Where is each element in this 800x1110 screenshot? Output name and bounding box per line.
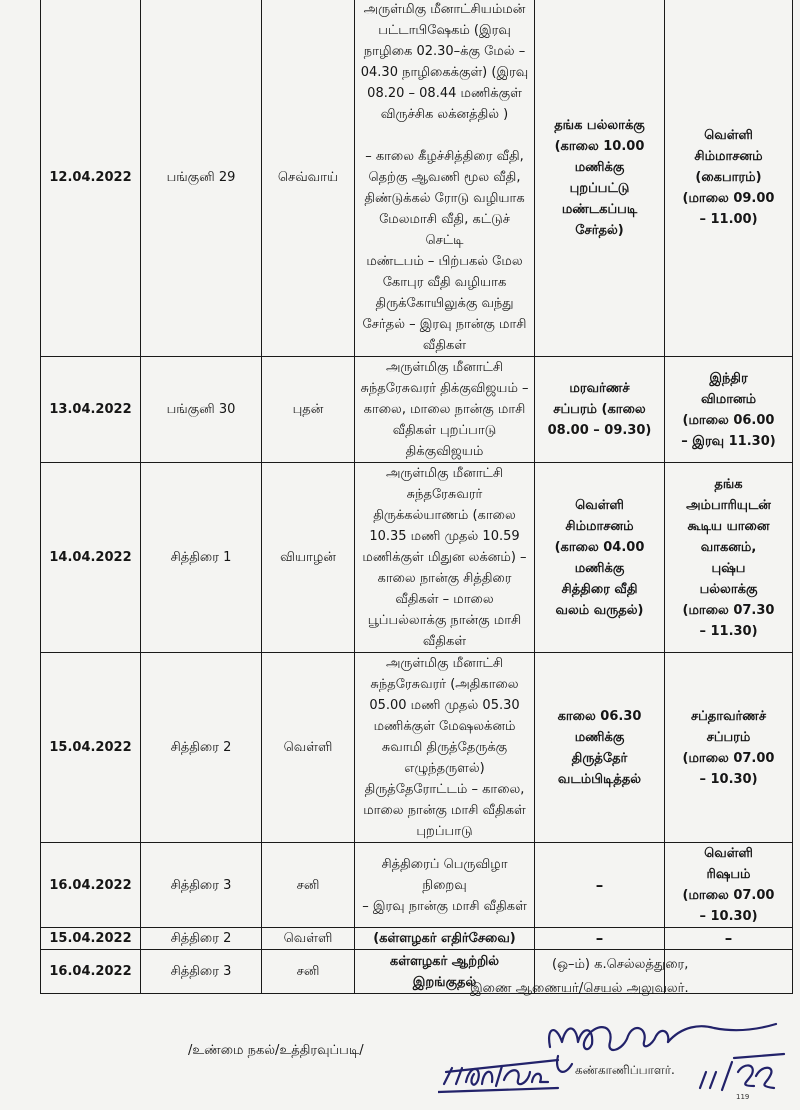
evening-line: வெள்ளி [704, 128, 753, 143]
event-line: 10.35 மணி முதல் 10.59 [369, 529, 520, 544]
evening-line: (மாலை 07.30 [682, 602, 775, 618]
page-number: 119 [736, 1093, 750, 1101]
tamil-month-cell: சித்திரை 3 [141, 950, 262, 994]
event-line: சுந்தரேசுவரர் (அதிகாலை [370, 677, 519, 692]
event-cell [355, 653, 535, 843]
evening-line: தங்க [714, 476, 743, 492]
event-line: திருக்கோயிலுக்கு வந்து [375, 296, 514, 311]
superintendent-label: கண்காணிப்பாளர். [575, 1063, 675, 1077]
evening-vahanam-cell [665, 843, 793, 928]
event-line: திருத்தேரோட்டம் – காலை, [364, 782, 525, 797]
evening-line: இந்திர [709, 370, 748, 386]
date-cell: 14.04.2022 [41, 463, 141, 653]
event-line: வீதிகள் [422, 634, 467, 649]
evening-vahanam-cell [665, 463, 793, 653]
morning-line: 08.00 – 09.30) [547, 423, 652, 438]
evening-line: சப்பரம் [706, 729, 751, 745]
event-line: கோபுர வீதி வழியாக [382, 275, 507, 290]
evening-line: வெள்ளி [704, 846, 753, 861]
tamil-month-cell: சித்திரை 1 [141, 463, 262, 653]
tamil-month-cell: சித்திரை 2 [141, 653, 262, 843]
event-line: 04.30 நாழிகைக்குள்) (இரவு [360, 65, 529, 80]
evening-line: – 10.30) [699, 909, 758, 924]
event-line: பூப்பல்லாக்கு நான்கு மாசி [367, 613, 522, 628]
event-line: அருள்மிகு மீனாட்சி [385, 360, 504, 375]
morning-line: மண்டகப்படி [561, 201, 638, 217]
evening-vahanam-cell [665, 653, 793, 843]
morning-line: (காலை 10.00 [554, 138, 645, 154]
event-line: திருக்கல்யாணம் (காலை [373, 508, 516, 523]
evening-line: (மாலை 07.00 [682, 750, 775, 766]
weekday-cell: வெள்ளி [262, 653, 355, 843]
evening-line: சிம்மாசனம் [694, 149, 763, 164]
tamil-month-cell: சித்திரை 2 [141, 928, 262, 950]
evening-line: – இரவு 11.30) [681, 433, 776, 449]
event-cell [355, 357, 535, 463]
event-line: அருள்மிகு மீனாட்சி [385, 466, 504, 481]
event-line: புறப்பாடு [416, 824, 473, 839]
schedule-row [41, 653, 793, 843]
weekday-cell: வியாழன் [262, 463, 355, 653]
event-line: மணிக்குள் மேஷலக்னம் [373, 719, 516, 734]
true-copy-note: /உண்மை நகல்/உத்திரவுப்படி/ [188, 1043, 364, 1058]
evening-line: ரிஷபம் [706, 867, 751, 882]
event-cell [355, 843, 535, 928]
evening-line: பல்லாக்கு [699, 581, 758, 597]
event-line: சுவாமி திருத்தேருக்கு [381, 740, 508, 755]
weekday-cell: சனி [262, 950, 355, 994]
schedule-row [41, 843, 793, 928]
event-line: அருள்மிகு மீனாட்சி [385, 656, 504, 671]
event-line: சுந்தரேசுவரர் திக்குவிஜயம் – [360, 381, 529, 396]
date-cell: 13.04.2022 [41, 357, 141, 463]
morning-vahanam-cell [535, 928, 665, 950]
event-line: மாலை நான்கு மாசி வீதிகள் [363, 803, 526, 818]
morning-vahanam-cell [535, 463, 665, 653]
evening-line: சப்தாவர்ணச் [690, 708, 767, 724]
evening-line: கூடிய யானை [687, 518, 770, 534]
morning-line: – [595, 875, 604, 894]
date-cell: 12.04.2022 [41, 0, 141, 357]
evening-line: – 11.30) [699, 623, 758, 639]
event-line: திக்குவிஜயம் [405, 444, 484, 459]
morning-line: புறப்பட்டு [569, 180, 630, 196]
evening-vahanam-cell [665, 0, 793, 357]
morning-line: சித்திரை வீதி [561, 581, 638, 597]
tamil-month-cell: பங்குனி 29 [141, 0, 262, 357]
event-line: நாழிகை 02.30–க்கு மேல் – [363, 44, 526, 59]
event-line: – இரவு நான்கு மாசி வீதிகள் [362, 898, 527, 914]
event-line: திண்டுக்கல் ரோடு வழியாக [364, 191, 525, 206]
morning-line: மணிக்கு [574, 560, 625, 576]
event-line: கள்ளழகர் ஆற்றில் [389, 953, 500, 969]
event-line: இறங்குதல் [412, 974, 477, 990]
morning-vahanam-cell [535, 653, 665, 843]
morning-line: சப்பரம் (காலை [553, 402, 646, 417]
evening-vahanam-cell [665, 928, 793, 950]
signatory-name: (ஒ–ம்) க.செல்லத்துரை, [552, 957, 689, 972]
morning-line: சிம்மாசனம் [565, 518, 634, 534]
weekday-cell: சனி [262, 843, 355, 928]
morning-line: மணிக்கு [574, 159, 625, 175]
evening-line: – 10.30) [699, 771, 758, 787]
event-line: வீதிகள் புறப்பாடு [392, 423, 497, 438]
weekday-cell: வெள்ளி [262, 928, 355, 950]
evening-line: (கைபாரம்) [695, 170, 762, 185]
signatory-title: இணை ஆணையர்/செயல் அலுவலர். [470, 981, 689, 996]
tamil-month-cell: சித்திரை 3 [141, 843, 262, 928]
morning-line: மணிக்கு [574, 729, 625, 745]
evening-line: (மாலை 09.00 [682, 191, 775, 206]
morning-line: வலம் வருதல்) [555, 602, 644, 618]
schedule-row [41, 928, 793, 950]
schedule-row [41, 357, 793, 463]
schedule-row [41, 0, 793, 357]
event-line: (கள்ளழகர் எதிர்சேவை) [373, 931, 516, 946]
evening-line: – 11.00) [699, 212, 758, 227]
date-cell: 16.04.2022 [41, 950, 141, 994]
weekday-cell: செவ்வாய் [262, 0, 355, 357]
morning-line: தங்க பல்லாக்கு [554, 117, 645, 133]
weekday-cell: புதன் [262, 357, 355, 463]
event-line: 08.20 – 08.44 மணிக்குள் [367, 86, 522, 101]
morning-line: மரவர்ணச் [569, 381, 630, 396]
morning-line: திருத்தேர் [571, 750, 628, 766]
morning-vahanam-cell [535, 357, 665, 463]
event-line: 05.00 மணி முதல் 05.30 [369, 698, 520, 713]
handwritten-signature [438, 1002, 788, 1102]
event-line: அருள்மிகு மீனாட்சியம்மன் [363, 2, 526, 17]
event-line: காலை, மாலை நான்கு மாசி [363, 402, 526, 417]
morning-vahanam-cell [535, 0, 665, 357]
event-cell [355, 463, 535, 653]
event-line: சேர்தல் – இரவு நான்கு மாசி [362, 317, 527, 332]
date-cell: 16.04.2022 [41, 843, 141, 928]
event-line: தெற்கு ஆவணி மூல வீதி, [368, 170, 521, 185]
event-line: பட்டாபிஷேகம் (இரவு [378, 23, 511, 38]
event-line: விருச்சிக லக்னத்தில் ) [380, 107, 509, 122]
festival-schedule-table [40, 0, 793, 994]
event-line: எழுந்தருளல்) [404, 761, 485, 776]
evening-line: (மாலை 06.00 [682, 412, 775, 428]
morning-line: காலை 06.30 [557, 708, 642, 724]
evening-line: விமானம் [700, 391, 757, 407]
event-line: சித்திரைப் பெருவிழா நிறைவு [381, 856, 508, 893]
evening-vahanam-cell [665, 357, 793, 463]
evening-line: – [724, 929, 733, 947]
event-line: சுந்தரேசுவரர் [406, 487, 483, 502]
event-cell [355, 0, 535, 357]
event-line: காலை நான்கு சித்திரை [377, 571, 512, 586]
event-line: – காலை கீழச்சித்திரை வீதி, [365, 149, 524, 164]
evening-line: புஷ்ப [711, 560, 746, 576]
event-line: மேலமாசி வீதி, கட்டுச் செட்டி [379, 212, 510, 248]
evening-line: அம்பாரியுடன் [686, 497, 771, 513]
evening-line: (மாலை 07.00 [682, 888, 775, 903]
date-cell: 15.04.2022 [41, 653, 141, 843]
evening-line: வாகனம், [700, 539, 757, 555]
morning-line: சேர்தல்) [575, 222, 624, 238]
morning-line: – [595, 929, 604, 947]
tamil-month-cell: பங்குனி 30 [141, 357, 262, 463]
date-cell: 15.04.2022 [41, 928, 141, 950]
schedule-row [41, 463, 793, 653]
event-line: வீதிகள் [422, 338, 467, 353]
event-line: மணிக்குள் மிதுன லக்னம்) – [362, 550, 527, 565]
event-line: மண்டபம் – பிற்பகல் மேல [366, 254, 523, 269]
event-cell [355, 928, 535, 950]
event-line [359, 125, 530, 146]
morning-line: வடம்பிடித்தல் [557, 771, 642, 787]
schedule-table-body [41, 0, 793, 994]
morning-vahanam-cell [535, 843, 665, 928]
morning-line: (காலை 04.00 [554, 539, 645, 555]
event-line: வீதிகள் – மாலை [395, 592, 494, 607]
morning-line: வெள்ளி [575, 497, 624, 513]
